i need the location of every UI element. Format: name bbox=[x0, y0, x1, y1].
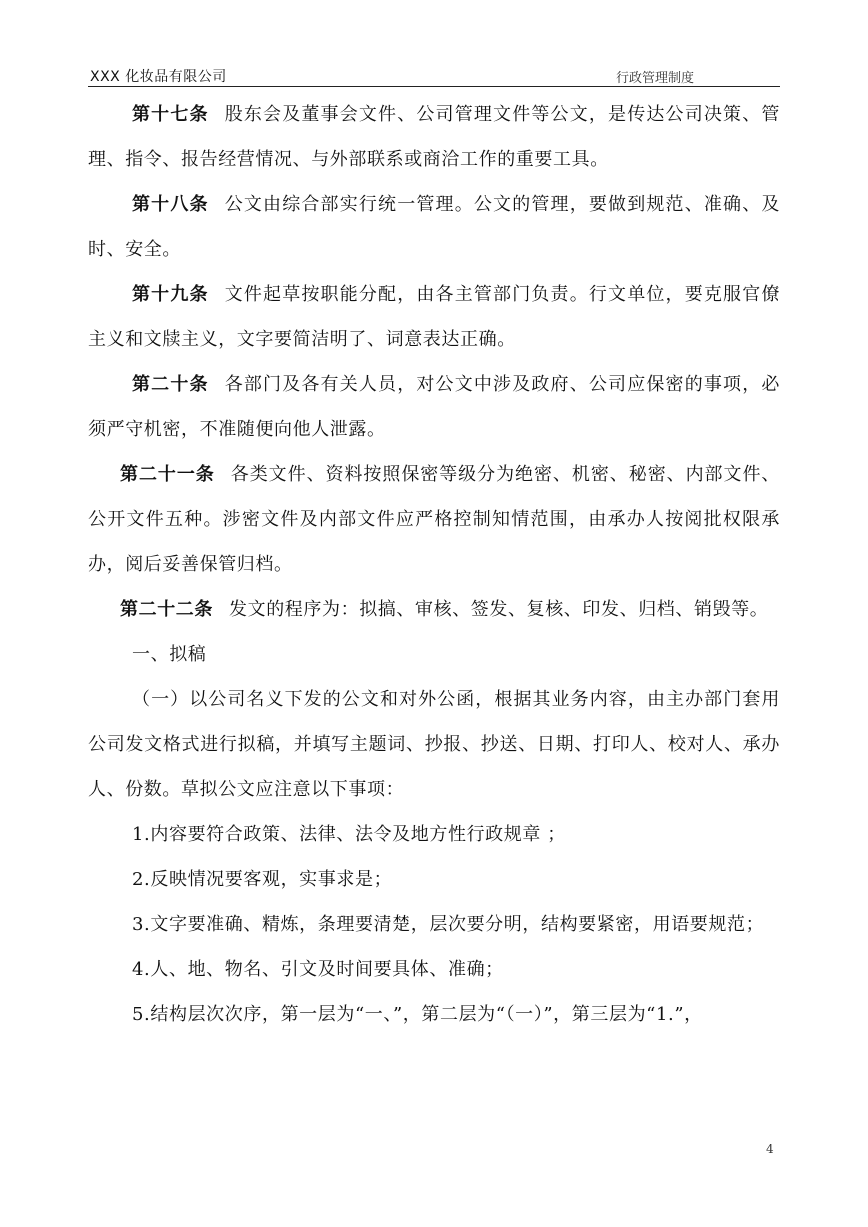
document-category: 行政管理制度 bbox=[615, 71, 694, 86]
article-22 bbox=[88, 587, 780, 632]
page-number: 4 bbox=[766, 1142, 774, 1156]
document-body bbox=[88, 92, 780, 1037]
article-number: 第十七条 bbox=[132, 104, 209, 125]
section-heading: 一、拟稿 bbox=[132, 644, 207, 665]
article-number: 第二十条 bbox=[132, 374, 209, 395]
article-text: 公文由综合部实行统一管理。公文的管理，要做到规范、准确、及时、安全。 bbox=[88, 194, 780, 260]
article-17 bbox=[88, 92, 780, 182]
article-text: 各类文件、资料按照保密等级分为绝密、机密、秘密、内部文件、公开文件五种。涉密文件及内部文件应严格控制知情范围，由承办人按阅批权限承办，阅后妥善保管归档。 bbox=[88, 464, 780, 575]
list-item: 5.结构层次次序，第一层为“一、”，第二层为“（一）”，第三层为“1.”， bbox=[132, 1004, 703, 1025]
article-text: 文件起草按职能分配，由各主管部门负责。行文单位，要克服官僚主义和文牍主义，文字要简洁明了、词意表达正确。 bbox=[88, 284, 780, 350]
article-21 bbox=[88, 452, 780, 587]
page-header bbox=[88, 66, 780, 87]
article-number: 第二十二条 bbox=[120, 599, 213, 620]
article-text: 股东会及董事会文件、公司管理文件等公文，是传达公司决策、管理、指令、报告经营情况、与外部联系或商洽工作的重要工具。 bbox=[88, 104, 780, 170]
article-number: 第十八条 bbox=[132, 194, 209, 215]
list-item: 1.内容要符合政策、法律、法令及地方性行政规章 ； bbox=[132, 824, 566, 845]
article-number: 第二十一条 bbox=[120, 464, 215, 485]
article-text: 发文的程序为：拟搞、审核、签发、复核、印发、归档、销毁等。 bbox=[229, 599, 769, 620]
company-name: XXX 化妆品有限公司 bbox=[90, 69, 227, 85]
article-20 bbox=[88, 362, 780, 452]
subsection-paragraph: （一）以公司名义下发的公文和对外公函，根据其业务内容，由主办部门套用公司发文格式进行拟稿，并填写主题词、抄报、抄送、日期、打印人、校对人、承办人、份数。草拟公文应注意以下事项： bbox=[88, 689, 780, 800]
article-text: 各部门及各有关人员，对公文中涉及政府、公司应保密的事项，必须严守机密，不准随便向他人泄露。 bbox=[88, 374, 780, 440]
list-item: 3.文字要准确、精炼，条理要清楚，层次要分明，结构要紧密，用语要规范； bbox=[132, 914, 765, 935]
article-18 bbox=[88, 182, 780, 272]
article-number: 第十九条 bbox=[132, 284, 209, 305]
list-item: 4.人、地、物名、引文及时间要具体、准确； bbox=[132, 959, 504, 980]
list-item: 2.反映情况要客观，实事求是； bbox=[132, 869, 393, 890]
article-19 bbox=[88, 272, 780, 362]
